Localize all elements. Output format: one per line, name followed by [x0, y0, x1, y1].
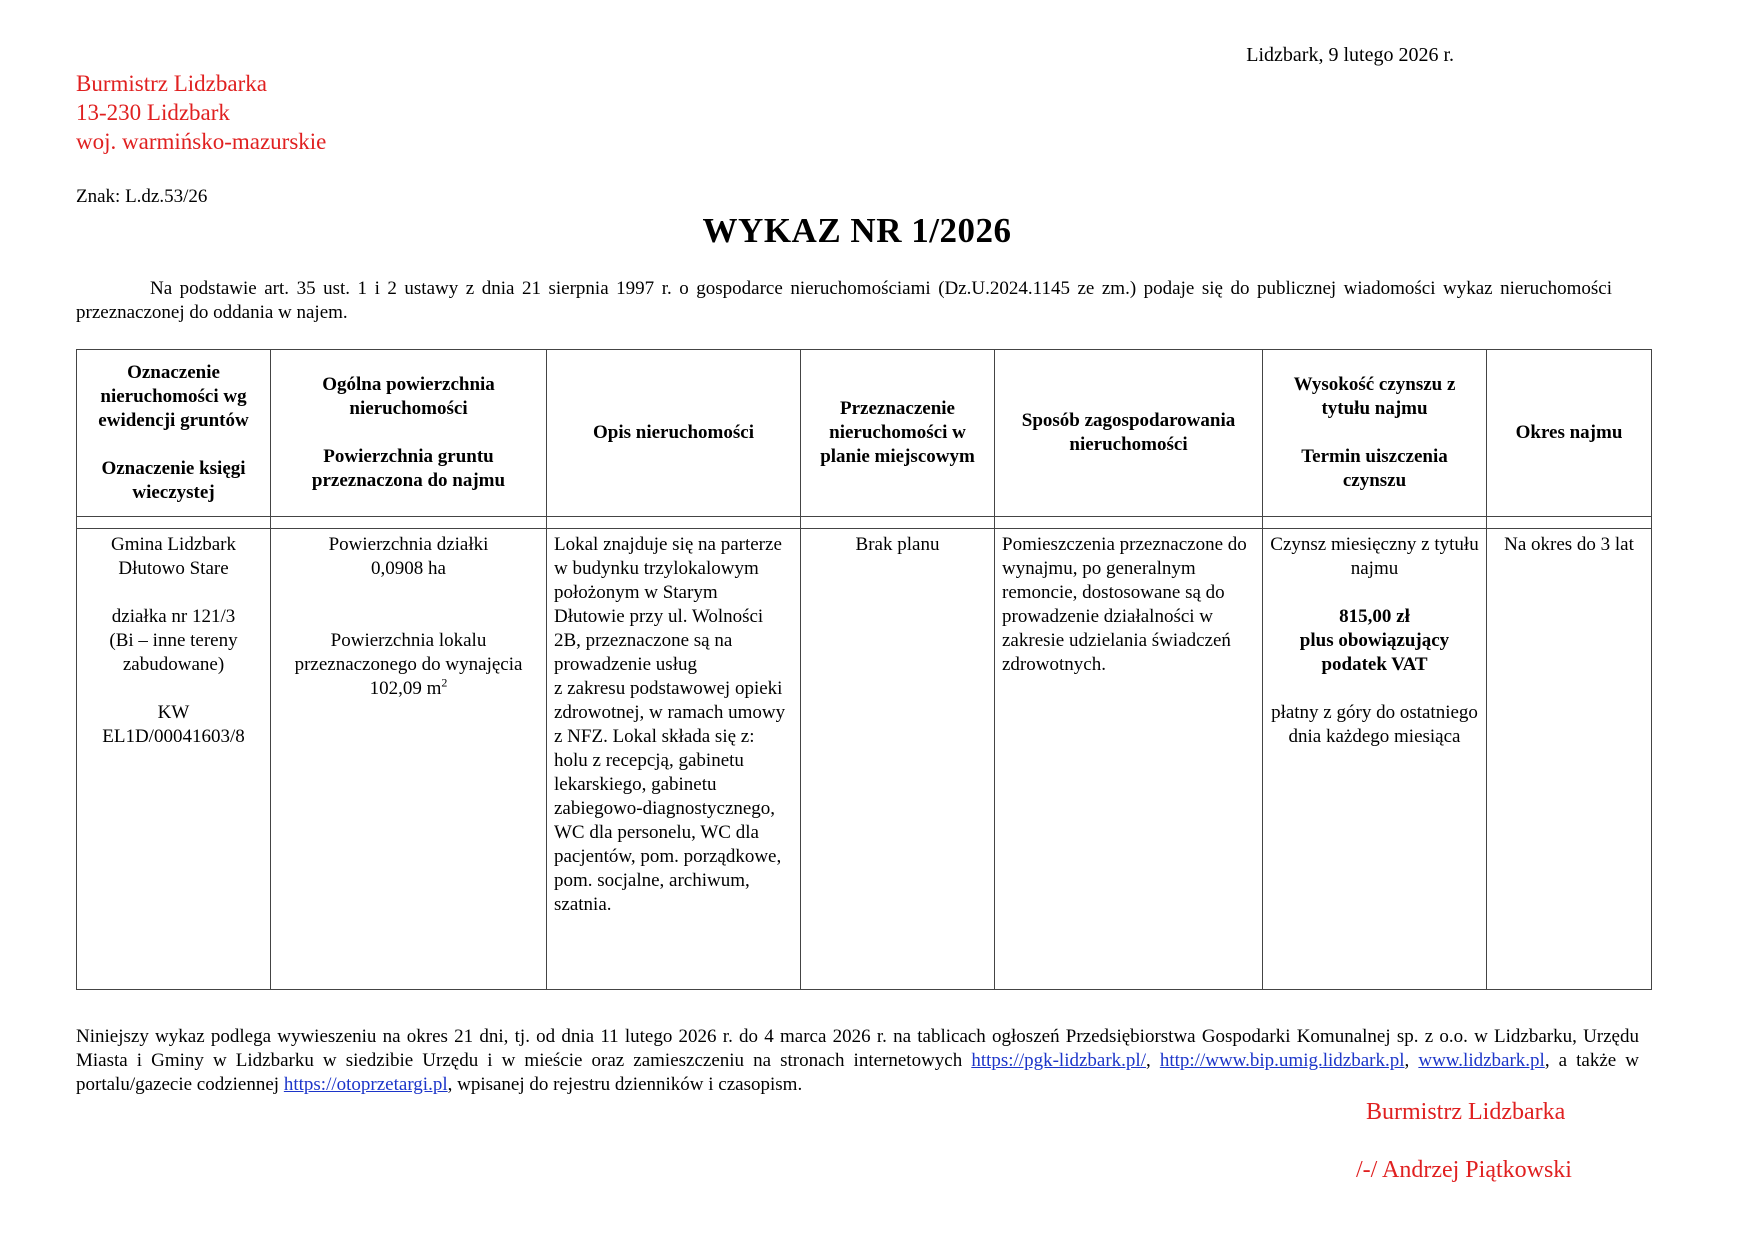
footer-text-2: , a także w portalu/gazecie codziennej [76, 1050, 1640, 1095]
header-land-use: Sposób zagospodarowania nieruchomości [995, 350, 1263, 517]
rent-label: Czynsz miesięczny z tytułu najmu [1270, 534, 1479, 579]
spacer-cell [801, 517, 995, 529]
footer-text-1: Niniejszy wykaz podlega wywieszeniu na okres 21 dni, tj. od dnia 11 lutego 2026 r. do 4 marca 2026 r. na tablicach ogłoszeń Przedsiębiorstwa Gospodarki Komunalnej sp. z o.o. w Lidzbarku, Urzędu Miasta i Gminy w Lidzbarku w siedzibie Urzędu i w mieście oraz zamieszczeniu na stronach internetowych [76, 1026, 1639, 1071]
header-zoning-plan: Przeznaczenie nieruchomości w planie miejscowym [801, 350, 995, 517]
footer-paragraph [76, 1025, 1639, 1097]
cell-description: Lokal znajduje się na parterze w budynku trzylokalowym położonym w Starym Dłutowie przy ul. Wolności 2B, przeznaczone są na prowadzenie usług z zakresu podstawowej opieki zdrowotnej, w ramach umowy z NFZ. Lokal składa się z: holu z recepcją, gabinetu lekarskiego, gabinetu zabiegowo-diagnostycznego, WC dla personelu, WC dla pacjentów, pom. porządkowe, pom. socjalne, archiwum, szatnia. [547, 529, 801, 990]
intro-paragraph: Na podstawie art. 35 ust. 1 i 2 ustawy z dnia 21 sierpnia 1997 r. o gospodarce nieruchomościami (Dz.U.2024.1145 ze zm.) podaje się do publicznej wiadomości wykaz nieruchomości przeznaczonej do oddania w najem. [76, 278, 1612, 323]
link-lidzbark[interactable]: www.lidzbark.pl [1418, 1050, 1545, 1071]
spacer-cell [995, 517, 1263, 529]
rent-amount: 815,00 zł plus obowiązujący podatek VAT [1299, 606, 1450, 675]
sender-office: Burmistrz Lidzbarka [76, 71, 267, 96]
header-area: Ogólna powierzchnia nieruchomości Powierzchnia gruntu przeznaczona do najmu [271, 350, 547, 517]
table-spacer-row [77, 517, 1652, 529]
link-pgk[interactable]: https://pgk-lidzbark.pl/ [971, 1050, 1146, 1071]
cell-area-text: Powierzchnia działki 0,0908 ha Powierzchnia lokalu przeznaczonego do wynajęcia 102,09 m [294, 534, 523, 699]
header-land-registry: Oznaczenie nieruchomości wg ewidencji gruntów Oznaczenie księgi wieczystej [77, 350, 271, 517]
signature-role: Burmistrz Lidzbarka [1366, 1099, 1566, 1125]
spacer-cell [547, 517, 801, 529]
link-bip[interactable]: http://www.bip.umig.lidzbark.pl [1159, 1050, 1405, 1071]
cell-rent [1263, 529, 1487, 990]
document-date: Lidzbark, 9 lutego 2026 r. [1246, 44, 1454, 66]
signature-name: /-/ Andrzej Piątkowski [1356, 1157, 1572, 1183]
sender-block [76, 69, 326, 156]
cell-land-registry: Gmina Lidzbark Dłutowo Stare działka nr 121/3 (Bi – inne tereny zabudowane) KW EL1D/00041603/8 [77, 529, 271, 990]
table-row [77, 529, 1652, 990]
sender-postcode: 13-230 Lidzbark [76, 100, 230, 125]
document-title: WYKAZ NR 1/2026 [702, 211, 1012, 250]
cell-lease-period: Na okres do 3 lat [1487, 529, 1652, 990]
spacer-cell [1263, 517, 1487, 529]
spacer-cell [1487, 517, 1652, 529]
sender-region: woj. warmińsko-mazurskie [76, 129, 327, 154]
link-otoprzetargi[interactable]: https://otoprzetargi.pl [283, 1074, 448, 1095]
reference-sign: Znak: L.dz.53/26 [76, 186, 208, 207]
footer-text-3: , wpisanej do rejestru dzienników i czasopism. [447, 1074, 803, 1095]
header-rent: Wysokość czynszu z tytułu najmu Termin uiszczenia czynszu [1263, 350, 1487, 517]
footer-sep-1: , [1146, 1050, 1160, 1071]
cell-zoning-plan: Brak planu [801, 529, 995, 990]
cell-area-sup: 2 [441, 675, 448, 690]
spacer-cell [77, 517, 271, 529]
table-header-row [77, 350, 1652, 517]
footer-sep-2: , [1404, 1050, 1419, 1071]
rent-due: płatny z góry do ostatniego dnia każdego miesiąca [1271, 702, 1478, 747]
cell-land-use: Pomieszczenia przeznaczone do wynajmu, po generalnym remoncie, dostosowane są do prowadzenie działalności w zakresie udzielania świadczeń zdrowotnych. [995, 529, 1263, 990]
property-table [76, 349, 1652, 990]
header-description: Opis nieruchomości [547, 350, 801, 517]
header-lease-period: Okres najmu [1487, 350, 1652, 517]
cell-area [271, 529, 547, 990]
spacer-cell [271, 517, 547, 529]
